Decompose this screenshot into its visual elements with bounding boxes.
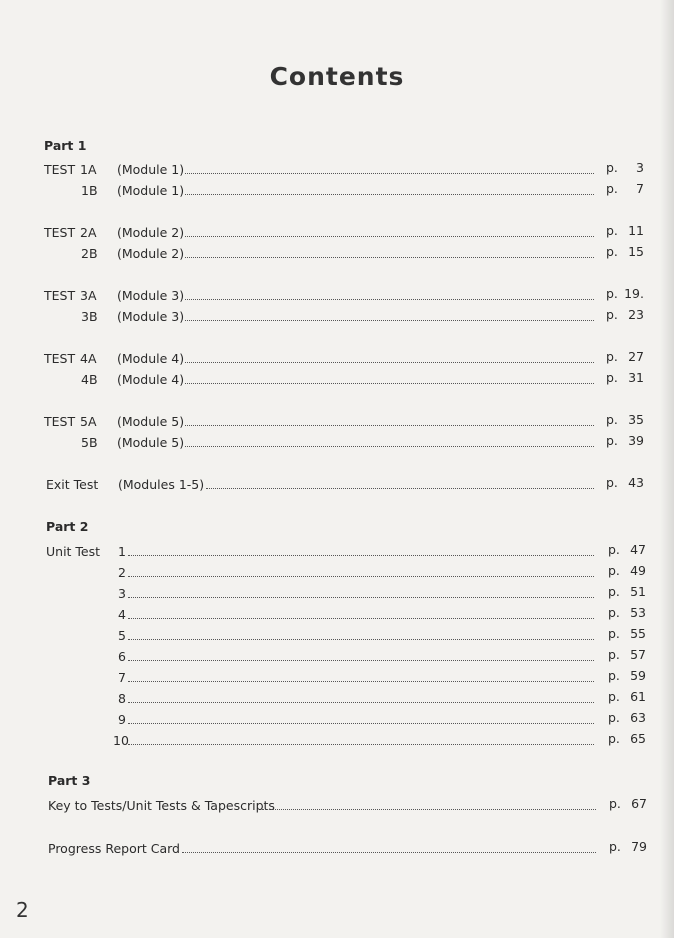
toc-row — [0, 245, 674, 263]
toc-test-code: 4A — [80, 351, 97, 366]
toc-module: (Module 1) — [117, 162, 185, 177]
page-num: 51 — [630, 584, 646, 599]
toc-page-ref — [608, 709, 646, 727]
dot-leader — [128, 639, 594, 640]
page-prefix: p. — [606, 349, 618, 364]
dot-leader — [128, 555, 594, 556]
toc-row — [0, 564, 674, 582]
toc-row — [0, 224, 674, 242]
toc-page-ref — [608, 583, 646, 601]
toc-test-code: 5B — [81, 435, 98, 450]
page-num: 31 — [628, 370, 644, 385]
page-num: 27 — [628, 349, 644, 364]
toc-test-code: 1B — [81, 183, 98, 198]
page-num: 63 — [630, 710, 646, 725]
dot-leader — [185, 236, 594, 237]
toc-page-ref — [606, 243, 644, 261]
page-num: 11 — [628, 223, 644, 238]
unit-number: 7 — [118, 670, 126, 685]
toc-page-ref — [608, 541, 646, 559]
toc-test-label: TEST — [44, 414, 76, 429]
toc-page-ref — [609, 838, 647, 856]
toc-module: (Module 5) — [117, 414, 185, 429]
toc-module: (Module 5) — [117, 435, 185, 450]
page-prefix: p. — [608, 563, 620, 578]
toc-row — [0, 350, 674, 368]
toc-module: (Module 2) — [117, 246, 185, 261]
toc-page-ref — [608, 604, 646, 622]
unit-number: 8 — [118, 691, 126, 706]
dot-leader — [128, 660, 594, 661]
toc-page-ref — [606, 432, 644, 450]
toc-test-code: 3A — [80, 288, 97, 303]
toc-module: (Module 3) — [117, 288, 185, 303]
toc-module: (Module 1) — [117, 183, 185, 198]
page-prefix: p. — [609, 839, 621, 854]
dot-leader — [185, 173, 594, 174]
dot-leader — [128, 744, 594, 745]
page-prefix: p. — [608, 731, 620, 746]
toc-row — [0, 840, 674, 858]
part-3-heading: Part 3 — [48, 773, 91, 788]
toc-page-ref — [606, 411, 644, 429]
page-prefix: p. — [609, 796, 621, 811]
dot-leader — [128, 597, 594, 598]
toc-test-label: Exit Test — [46, 477, 99, 492]
page-num: 19. — [624, 286, 644, 301]
page-prefix: p. — [606, 475, 618, 490]
page-num: 49 — [630, 563, 646, 578]
dot-leader — [185, 362, 594, 363]
toc-row — [0, 182, 674, 200]
page-num: 35 — [628, 412, 644, 427]
unit-number: 4 — [118, 607, 126, 622]
toc-row — [0, 732, 674, 750]
page-prefix: p. — [608, 668, 620, 683]
page-prefix: p. — [606, 370, 618, 385]
unit-number: 9 — [118, 712, 126, 727]
page-num: 65 — [630, 731, 646, 746]
toc-row — [0, 161, 674, 179]
page-prefix: p. — [608, 584, 620, 599]
page-prefix: p. — [608, 647, 620, 662]
toc-row — [0, 434, 674, 452]
dot-leader — [128, 618, 594, 619]
toc-page-ref — [606, 306, 644, 324]
unit-test-label: Unit Test — [46, 544, 101, 559]
page-num: 79 — [631, 839, 647, 854]
dot-leader — [185, 194, 594, 195]
page-number: 2 — [16, 898, 29, 922]
page-prefix: p. — [606, 160, 618, 175]
toc-test-code: 5A — [80, 414, 97, 429]
page-prefix: p. — [608, 605, 620, 620]
page-prefix: p. — [606, 433, 618, 448]
toc-module: (Module 3) — [117, 309, 185, 324]
toc-test-code: 4B — [81, 372, 98, 387]
toc-row — [0, 606, 674, 624]
toc-page-ref — [606, 474, 644, 492]
toc-row — [0, 287, 674, 305]
dot-leader — [206, 488, 594, 489]
toc-entry: Key to Tests/Unit Tests & Tapescripts — [48, 798, 275, 813]
page-prefix: p. — [606, 244, 618, 259]
toc-page-ref — [609, 795, 647, 813]
toc-module: (Module 4) — [117, 351, 185, 366]
toc-test-label: TEST — [44, 351, 76, 366]
dot-leader — [128, 702, 594, 703]
part-2-heading: Part 2 — [46, 519, 89, 534]
page-prefix: p. — [608, 710, 620, 725]
toc-row — [0, 585, 674, 603]
toc-row — [0, 627, 674, 645]
toc-entry: Progress Report Card — [48, 841, 180, 856]
dot-leader — [182, 852, 596, 853]
unit-number: 6 — [118, 649, 126, 664]
dot-leader — [262, 809, 596, 810]
page-num: 23 — [628, 307, 644, 322]
toc-test-label: TEST — [44, 162, 76, 177]
unit-number: 2 — [118, 565, 126, 580]
dot-leader — [128, 576, 594, 577]
toc-row — [0, 669, 674, 687]
toc-module: (Module 4) — [117, 372, 185, 387]
toc-page-ref — [608, 667, 646, 685]
page-num: 15 — [628, 244, 644, 259]
page-num: 61 — [630, 689, 646, 704]
dot-leader — [185, 383, 594, 384]
toc-page-ref — [608, 646, 646, 664]
toc-page-ref — [606, 285, 644, 303]
page-prefix: p. — [606, 181, 618, 196]
page-title: Contents — [269, 62, 405, 91]
dot-leader — [185, 446, 594, 447]
toc-test-label: TEST — [44, 225, 76, 240]
unit-number: 5 — [118, 628, 126, 643]
toc-page-ref — [608, 625, 646, 643]
toc-page-ref — [606, 369, 644, 387]
toc-test-code: 2B — [81, 246, 98, 261]
page-prefix: p. — [606, 286, 618, 301]
unit-number: 3 — [118, 586, 126, 601]
toc-test-code: 2A — [80, 225, 97, 240]
toc-page-ref — [606, 348, 644, 366]
toc-page-ref — [606, 222, 644, 240]
toc-row — [0, 648, 674, 666]
dot-leader — [185, 425, 594, 426]
unit-number: 1 — [118, 544, 126, 559]
toc-row — [0, 413, 674, 431]
page-prefix: p. — [608, 542, 620, 557]
toc-test-code: 3B — [81, 309, 98, 324]
toc-row — [0, 308, 674, 326]
page-num: 53 — [630, 605, 646, 620]
page-num: 7 — [636, 181, 644, 196]
dot-leader — [185, 299, 594, 300]
toc-page-ref — [608, 688, 646, 706]
toc-test-code: 1A — [80, 162, 97, 177]
toc-module: (Module 2) — [117, 225, 185, 240]
page-num: 3 — [636, 160, 644, 175]
page-num: 67 — [631, 796, 647, 811]
page-num: 39 — [628, 433, 644, 448]
toc-row — [0, 543, 674, 561]
dot-leader — [128, 723, 594, 724]
page-num: 59 — [630, 668, 646, 683]
toc-page-ref — [608, 730, 646, 748]
dot-leader — [185, 257, 594, 258]
page-num: 47 — [630, 542, 646, 557]
toc-test-label: TEST — [44, 288, 76, 303]
dot-leader — [128, 681, 594, 682]
page-prefix: p. — [606, 412, 618, 427]
toc-row — [0, 476, 674, 494]
toc-module: (Modules 1-5) — [118, 477, 205, 492]
page-prefix: p. — [606, 307, 618, 322]
toc-row — [0, 711, 674, 729]
part-1-heading: Part 1 — [44, 138, 87, 153]
page-prefix: p. — [608, 626, 620, 641]
toc-row — [0, 690, 674, 708]
toc-page-ref — [608, 562, 646, 580]
page-prefix: p. — [606, 223, 618, 238]
page-num: 43 — [628, 475, 644, 490]
toc-row — [0, 797, 674, 815]
toc-page-ref — [606, 180, 644, 198]
toc-row — [0, 371, 674, 389]
page-num: 57 — [630, 647, 646, 662]
unit-number: 10 — [113, 733, 129, 748]
page-prefix: p. — [608, 689, 620, 704]
toc-page-ref — [606, 159, 644, 177]
page-num: 55 — [630, 626, 646, 641]
dot-leader — [185, 320, 594, 321]
